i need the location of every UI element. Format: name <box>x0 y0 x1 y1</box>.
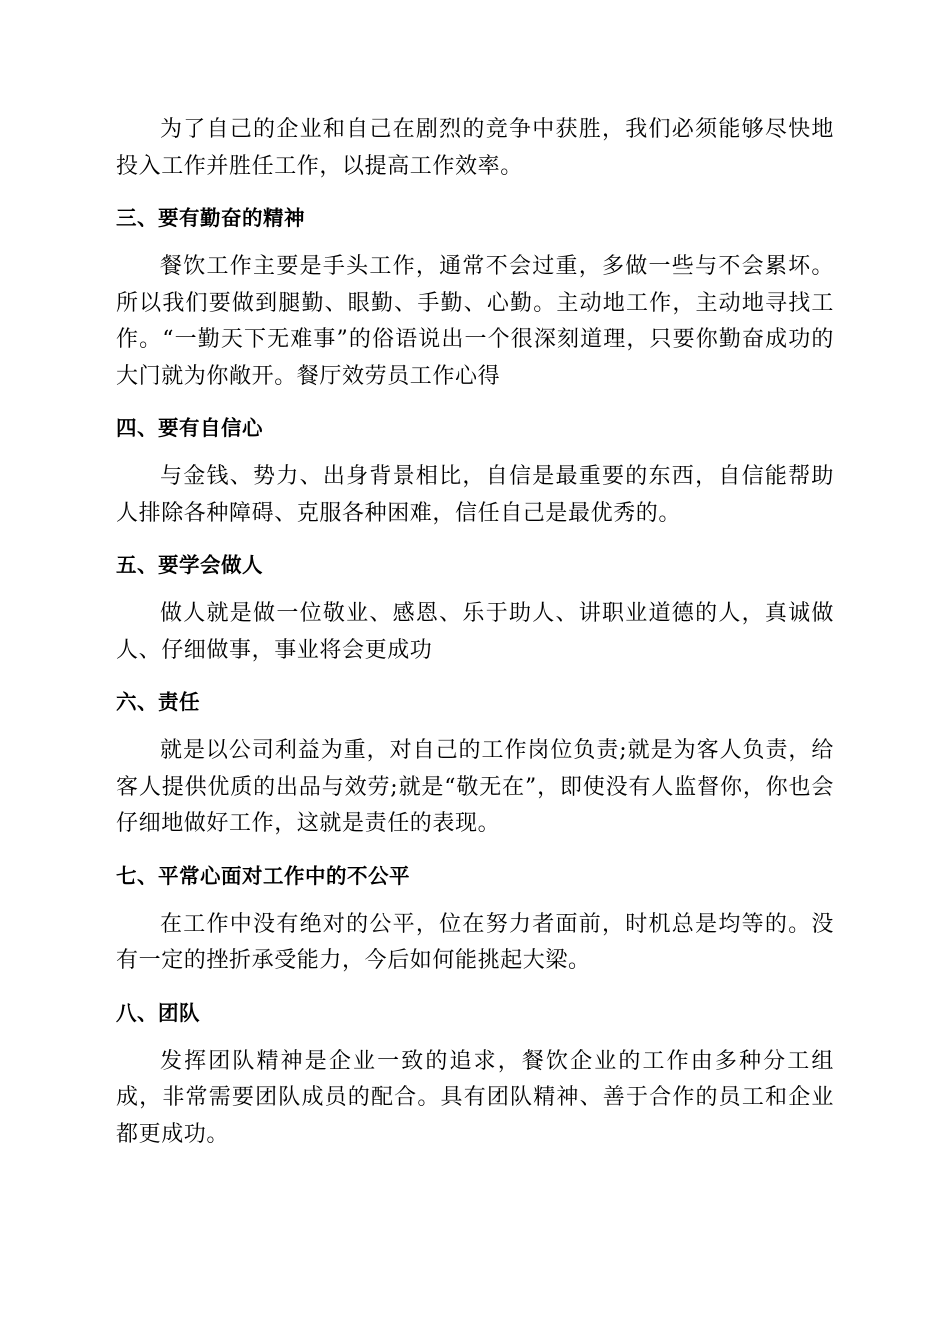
section-body-diligence: 餐饮工作主要是手头工作，通常不会过重，多做一些与不会累坏。所以我们要做到腿勤、眼勤、手勤、心勤。主动地工作，主动地寻找工作。“一勤天下无难事”的俗语说出一个很深刻道理，只要你勤奋成功的大门就为你敞开。餐厅效劳员工作心得 <box>116 254 834 389</box>
section-heading-confidence: 四、要有自信心 <box>116 416 263 440</box>
section-body-conduct: 做人就是做一位敬业、感恩、乐于助人、讲职业道德的人，真诚做人、仔细做事，事业将会更成功 <box>116 601 834 663</box>
section-heading-fairness: 七、平常心面对工作中的不公平 <box>116 863 410 888</box>
section-body-teamwork: 发挥团队精神是企业一致的追求，餐饮企业的工作由多种分工组成，非常需要团队成员的配合。具有团队精神、善于合作的员工和企业都更成功。 <box>116 1048 834 1147</box>
document-body <box>116 112 834 1153</box>
section-body-confidence: 与金钱、势力、出身背景相比，自信是最重要的东西，自信能帮助人排除各种障碍、克服各种困难，信任自己是最优秀的。 <box>116 464 834 526</box>
section-heading-responsibility: 六、责任 <box>116 690 200 714</box>
section-body-fairness: 在工作中没有绝对的公平，位在努力者面前，时机总是均等的。没有一定的挫折承受能力，今后如何能挑起大梁。 <box>116 911 834 973</box>
section-heading-diligence: 三、要有勤奋的精神 <box>116 206 305 230</box>
section-heading-teamwork: 八、团队 <box>116 1000 200 1025</box>
section-body-responsibility: 就是以公司利益为重，对自己的工作岗位负责;就是为客人负责，给客人提供优质的出品与效劳;就是“敬无在”，即使没有人监督你，你也会仔细地做好工作，这就是责任的表现。 <box>116 738 834 836</box>
section-heading-conduct: 五、要学会做人 <box>116 553 263 577</box>
intro-paragraph: 为了自己的企业和自己在剧烈的竞争中获胜，我们必须能够尽快地投入工作并胜任工作，以提高工作效率。 <box>116 117 834 179</box>
